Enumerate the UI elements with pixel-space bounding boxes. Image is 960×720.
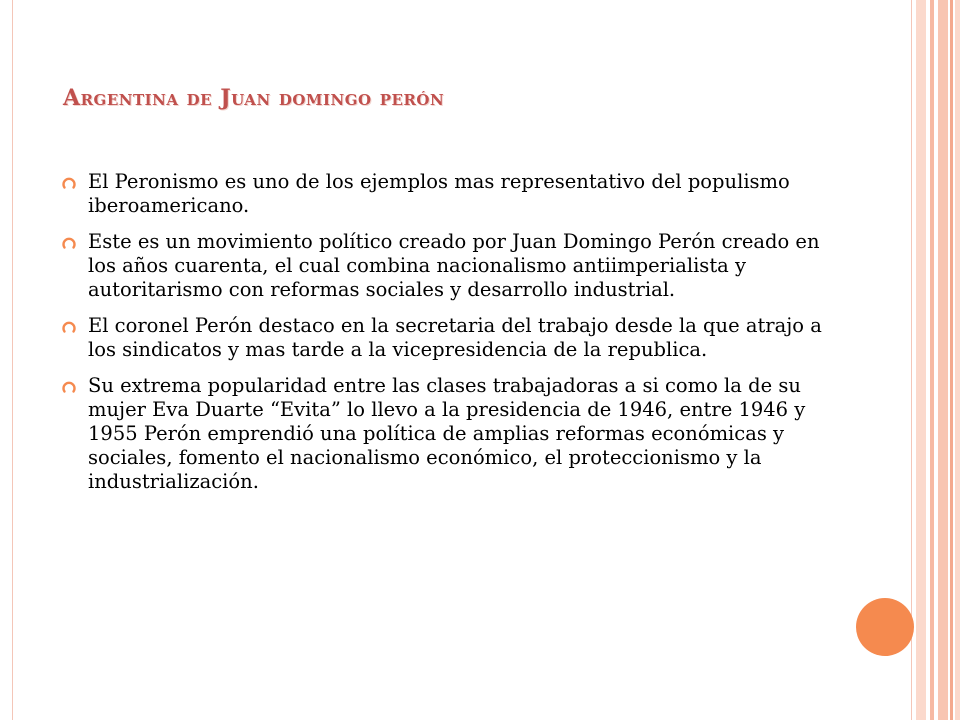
bullet-text: Este es un movimiento político creado por Juan Domingo Perón creado en los años cuarenta, el cual combina nacionalismo antiimperialista y autoritarismo con reformas sociales y desarrollo industrial. [88,230,820,301]
bullet-text: El Peronismo es uno de los ejemplos mas representativo del populismo iberoamericano. [88,170,790,217]
decorative-stripe [930,0,934,720]
bullet-item [62,314,832,362]
bullet-text: El coronel Perón destaco en la secretaria del trabajo desde la que atrajo a los sindicatos y mas tarde a la vicepresidencia de la republica. [88,314,822,361]
bullet-item [62,230,832,302]
decorative-stripe [938,0,948,720]
bullet-arc-icon [62,176,76,190]
bullet-list [62,170,832,506]
bullet-arc-icon [62,236,76,250]
bullet-item [62,170,832,218]
bullet-text: Su extrema popularidad entre las clases trabajadoras a si como la de su mujer Eva Duarte “Evita” lo llevo a la presidencia de 1946, entre 1946 y 1955 Perón emprendió una política de amplias reformas económicas y sociales, fomento el nacionalismo económico, el proteccionismo y la industrialización. [88,374,806,493]
slide-title: Argentina de Juan domingo perón [63,85,445,111]
decorative-circle [856,598,914,656]
decorative-stripe [916,0,926,720]
bullet-item [62,374,832,494]
bullet-arc-icon [62,380,76,394]
decorative-stripe [955,0,960,720]
decorative-stripe [950,0,953,720]
bullet-arc-icon [62,320,76,334]
